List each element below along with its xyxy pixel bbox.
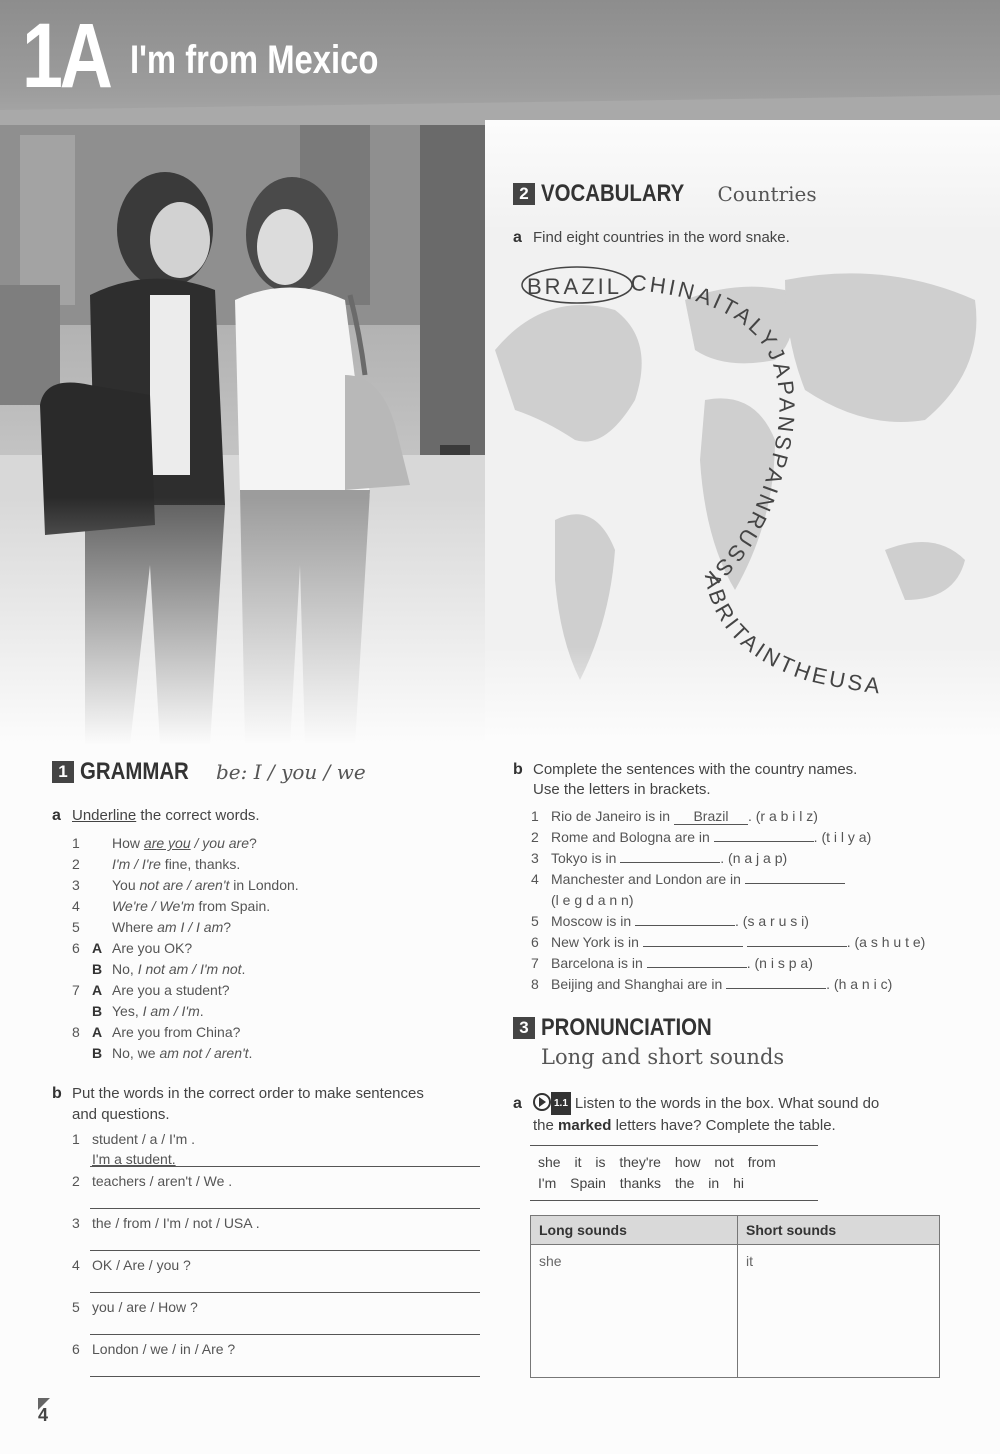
option-1[interactable]: I'm bbox=[112, 856, 131, 872]
instruction-text: Use the letters in brackets. bbox=[533, 781, 711, 798]
section-subtitle: Long and short sounds bbox=[541, 1045, 785, 1069]
instruction-text: Put the words in the correct order to make sentences bbox=[72, 1085, 424, 1102]
grammar-b-item: 3 the / from / I'm / not / USA . bbox=[72, 1215, 260, 1231]
answer-blank[interactable] bbox=[714, 841, 814, 842]
grammar-b-item: 6 London / we / in / Are ? bbox=[72, 1341, 236, 1357]
instruction-bold: marked bbox=[558, 1117, 612, 1134]
long-example: she bbox=[539, 1253, 562, 1269]
snake-text: CHINAITALYJAPANSPAINRUSSIABRITAINTHEUSA bbox=[629, 269, 885, 699]
vocab-b-item-5: 5 Moscow is in . (s a r u s i) bbox=[531, 913, 809, 929]
exercise-letter: a bbox=[513, 1095, 522, 1112]
answer-line[interactable] bbox=[90, 1334, 480, 1335]
answer-blank[interactable] bbox=[726, 988, 826, 989]
instruction-text: letters have? Complete the table. bbox=[611, 1117, 836, 1134]
option-2[interactable]: I'm bbox=[181, 1003, 200, 1019]
option-1[interactable]: am not bbox=[159, 1045, 203, 1061]
section-title: GRAMMAR bbox=[80, 758, 189, 785]
table-header-short: Short sounds bbox=[738, 1216, 940, 1245]
section-number: 3 bbox=[513, 1017, 535, 1039]
grammar-b-item: 4 OK / Are / you ? bbox=[72, 1257, 191, 1273]
grammar-b-item: 2 teachers / aren't / We . bbox=[72, 1173, 233, 1189]
option-2[interactable]: you are bbox=[202, 835, 249, 851]
grammar-a-item: B Yes, I am / I'm. bbox=[92, 1003, 204, 1019]
option-1[interactable]: am I bbox=[157, 919, 185, 935]
sounds-table bbox=[530, 1215, 940, 1378]
instruction-text: Listen to the words in the box. What sound do bbox=[574, 1095, 880, 1112]
option-1[interactable]: We're bbox=[112, 898, 148, 914]
grammar-a-item: 1 How are you / you are? bbox=[72, 835, 257, 851]
word-snake bbox=[485, 255, 1000, 715]
grammar-b-item: 1 student / a / I'm . bbox=[72, 1131, 196, 1147]
track-number: 1.1 bbox=[551, 1092, 571, 1115]
answer-text: I'm a student. bbox=[92, 1151, 176, 1167]
vocab-b-item-4-letters: (l e g d a n n) bbox=[551, 892, 634, 908]
word-box-row-1: she it is they're how not from bbox=[538, 1154, 776, 1170]
answer-line[interactable] bbox=[90, 1208, 480, 1209]
answer-line[interactable] bbox=[90, 1376, 480, 1377]
section-subtitle: be: I / you / we bbox=[215, 760, 366, 784]
audio-play-icon[interactable] bbox=[533, 1093, 551, 1111]
answer-blank[interactable] bbox=[747, 946, 847, 947]
answer-blank[interactable] bbox=[745, 883, 845, 884]
word-box-row-2: I'm Spain thanks the in hi bbox=[538, 1175, 744, 1191]
grammar-b-instruction bbox=[52, 1083, 424, 1125]
circled-word: BRAZIL bbox=[527, 274, 623, 299]
option-2[interactable]: I'm not bbox=[199, 961, 242, 977]
grammar-a-item: B No, I not am / I'm not. bbox=[92, 961, 246, 977]
answer-line[interactable] bbox=[90, 1166, 480, 1167]
option-2[interactable]: We'm bbox=[159, 898, 195, 914]
section-title: VOCABULARY bbox=[541, 180, 685, 207]
instruction-text: Find eight countries in the word snake. bbox=[533, 229, 790, 246]
long-sounds-cell[interactable] bbox=[531, 1245, 738, 1378]
grammar-b-item: 5 you / are / How ? bbox=[72, 1299, 198, 1315]
answer-blank[interactable] bbox=[620, 862, 720, 863]
unit-title: I'm from Mexico bbox=[130, 38, 379, 82]
vocab-b-item-8: 8 Beijing and Shanghai are in . (h a n i c) bbox=[531, 976, 893, 992]
grammar-a-instruction bbox=[52, 807, 260, 825]
section-number: 2 bbox=[513, 183, 535, 205]
unit-number: 1A bbox=[22, 5, 110, 107]
instruction-text: and questions. bbox=[72, 1106, 170, 1123]
exercise-letter: a bbox=[52, 807, 61, 824]
option-2[interactable]: aren't bbox=[194, 877, 230, 893]
word-box bbox=[530, 1145, 818, 1201]
grammar-a-item: 7 A Are you a student? bbox=[72, 982, 230, 998]
pronunciation-heading bbox=[513, 1014, 742, 1042]
short-sounds-cell[interactable] bbox=[738, 1245, 940, 1378]
grammar-a-item: 5 Where am I / I am? bbox=[72, 919, 232, 935]
vocab-a-instruction bbox=[513, 229, 790, 247]
option-1[interactable]: not are bbox=[139, 877, 184, 893]
grammar-a-item: 8 A Are you from China? bbox=[72, 1024, 241, 1040]
grammar-a-item: 6 A Are you OK? bbox=[72, 940, 193, 956]
option-1[interactable]: are you bbox=[143, 835, 191, 851]
instruction-text: the correct words. bbox=[136, 807, 260, 824]
answer-blank[interactable] bbox=[643, 946, 743, 947]
exercise-letter: b bbox=[52, 1085, 62, 1102]
vocab-b-item-2: 2 Rome and Bologna are in . (t i l y a) bbox=[531, 829, 872, 845]
option-1[interactable]: I not am bbox=[137, 961, 189, 977]
section-title: PRONUNCIATION bbox=[541, 1014, 712, 1041]
table-header-long: Long sounds bbox=[531, 1216, 738, 1245]
answer-blank[interactable] bbox=[635, 925, 735, 926]
vocab-b-item-6: 6 New York is in . (a s h u t e) bbox=[531, 934, 926, 950]
vocab-b-item-1: 1 Rio de Janeiro is in Brazil . (r a b i l z) bbox=[531, 808, 818, 824]
section-subtitle: Countries bbox=[717, 182, 817, 206]
vocabulary-heading bbox=[513, 180, 817, 208]
instruction-text: the bbox=[533, 1117, 559, 1134]
two-women-photo bbox=[0, 125, 485, 745]
vocab-b-item-3: 3 Tokyo is in . (n a j a p) bbox=[531, 850, 788, 866]
instruction-underlined: Underline bbox=[72, 807, 137, 824]
section-number: 1 bbox=[52, 761, 74, 783]
snake-letters bbox=[630, 270, 884, 699]
exercise-letter: a bbox=[513, 229, 522, 246]
answer-line[interactable] bbox=[90, 1292, 480, 1293]
answer-blank[interactable] bbox=[647, 967, 747, 968]
instruction-text: Complete the sentences with the country names. bbox=[533, 761, 858, 778]
exercise-letter: b bbox=[513, 761, 523, 778]
page-number: 4 bbox=[38, 1405, 49, 1425]
vocab-b-item-4: 4 Manchester and London are in bbox=[531, 871, 845, 887]
option-2[interactable]: I am bbox=[196, 919, 224, 935]
grammar-a-item: 3 You not are / aren't in London. bbox=[72, 877, 299, 893]
option-2[interactable]: I're bbox=[141, 856, 161, 872]
vocab-b-instruction bbox=[513, 760, 857, 800]
vocab-b-item-7: 7 Barcelona is in . (n i s p a) bbox=[531, 955, 813, 971]
grammar-a-item: B No, we am not / aren't. bbox=[92, 1045, 253, 1061]
pron-a-instruction bbox=[513, 1092, 879, 1136]
grammar-heading bbox=[52, 758, 366, 786]
answer-blank[interactable]: Brazil bbox=[674, 808, 748, 825]
option-1[interactable]: I am bbox=[142, 1003, 170, 1019]
answer-line[interactable] bbox=[90, 1250, 480, 1251]
grammar-a-item: 2 I'm / I're fine, thanks. bbox=[72, 856, 241, 872]
option-2[interactable]: aren't bbox=[213, 1045, 249, 1061]
grammar-a-item: 4 We're / We'm from Spain. bbox=[72, 898, 271, 914]
short-example: it bbox=[746, 1253, 753, 1269]
